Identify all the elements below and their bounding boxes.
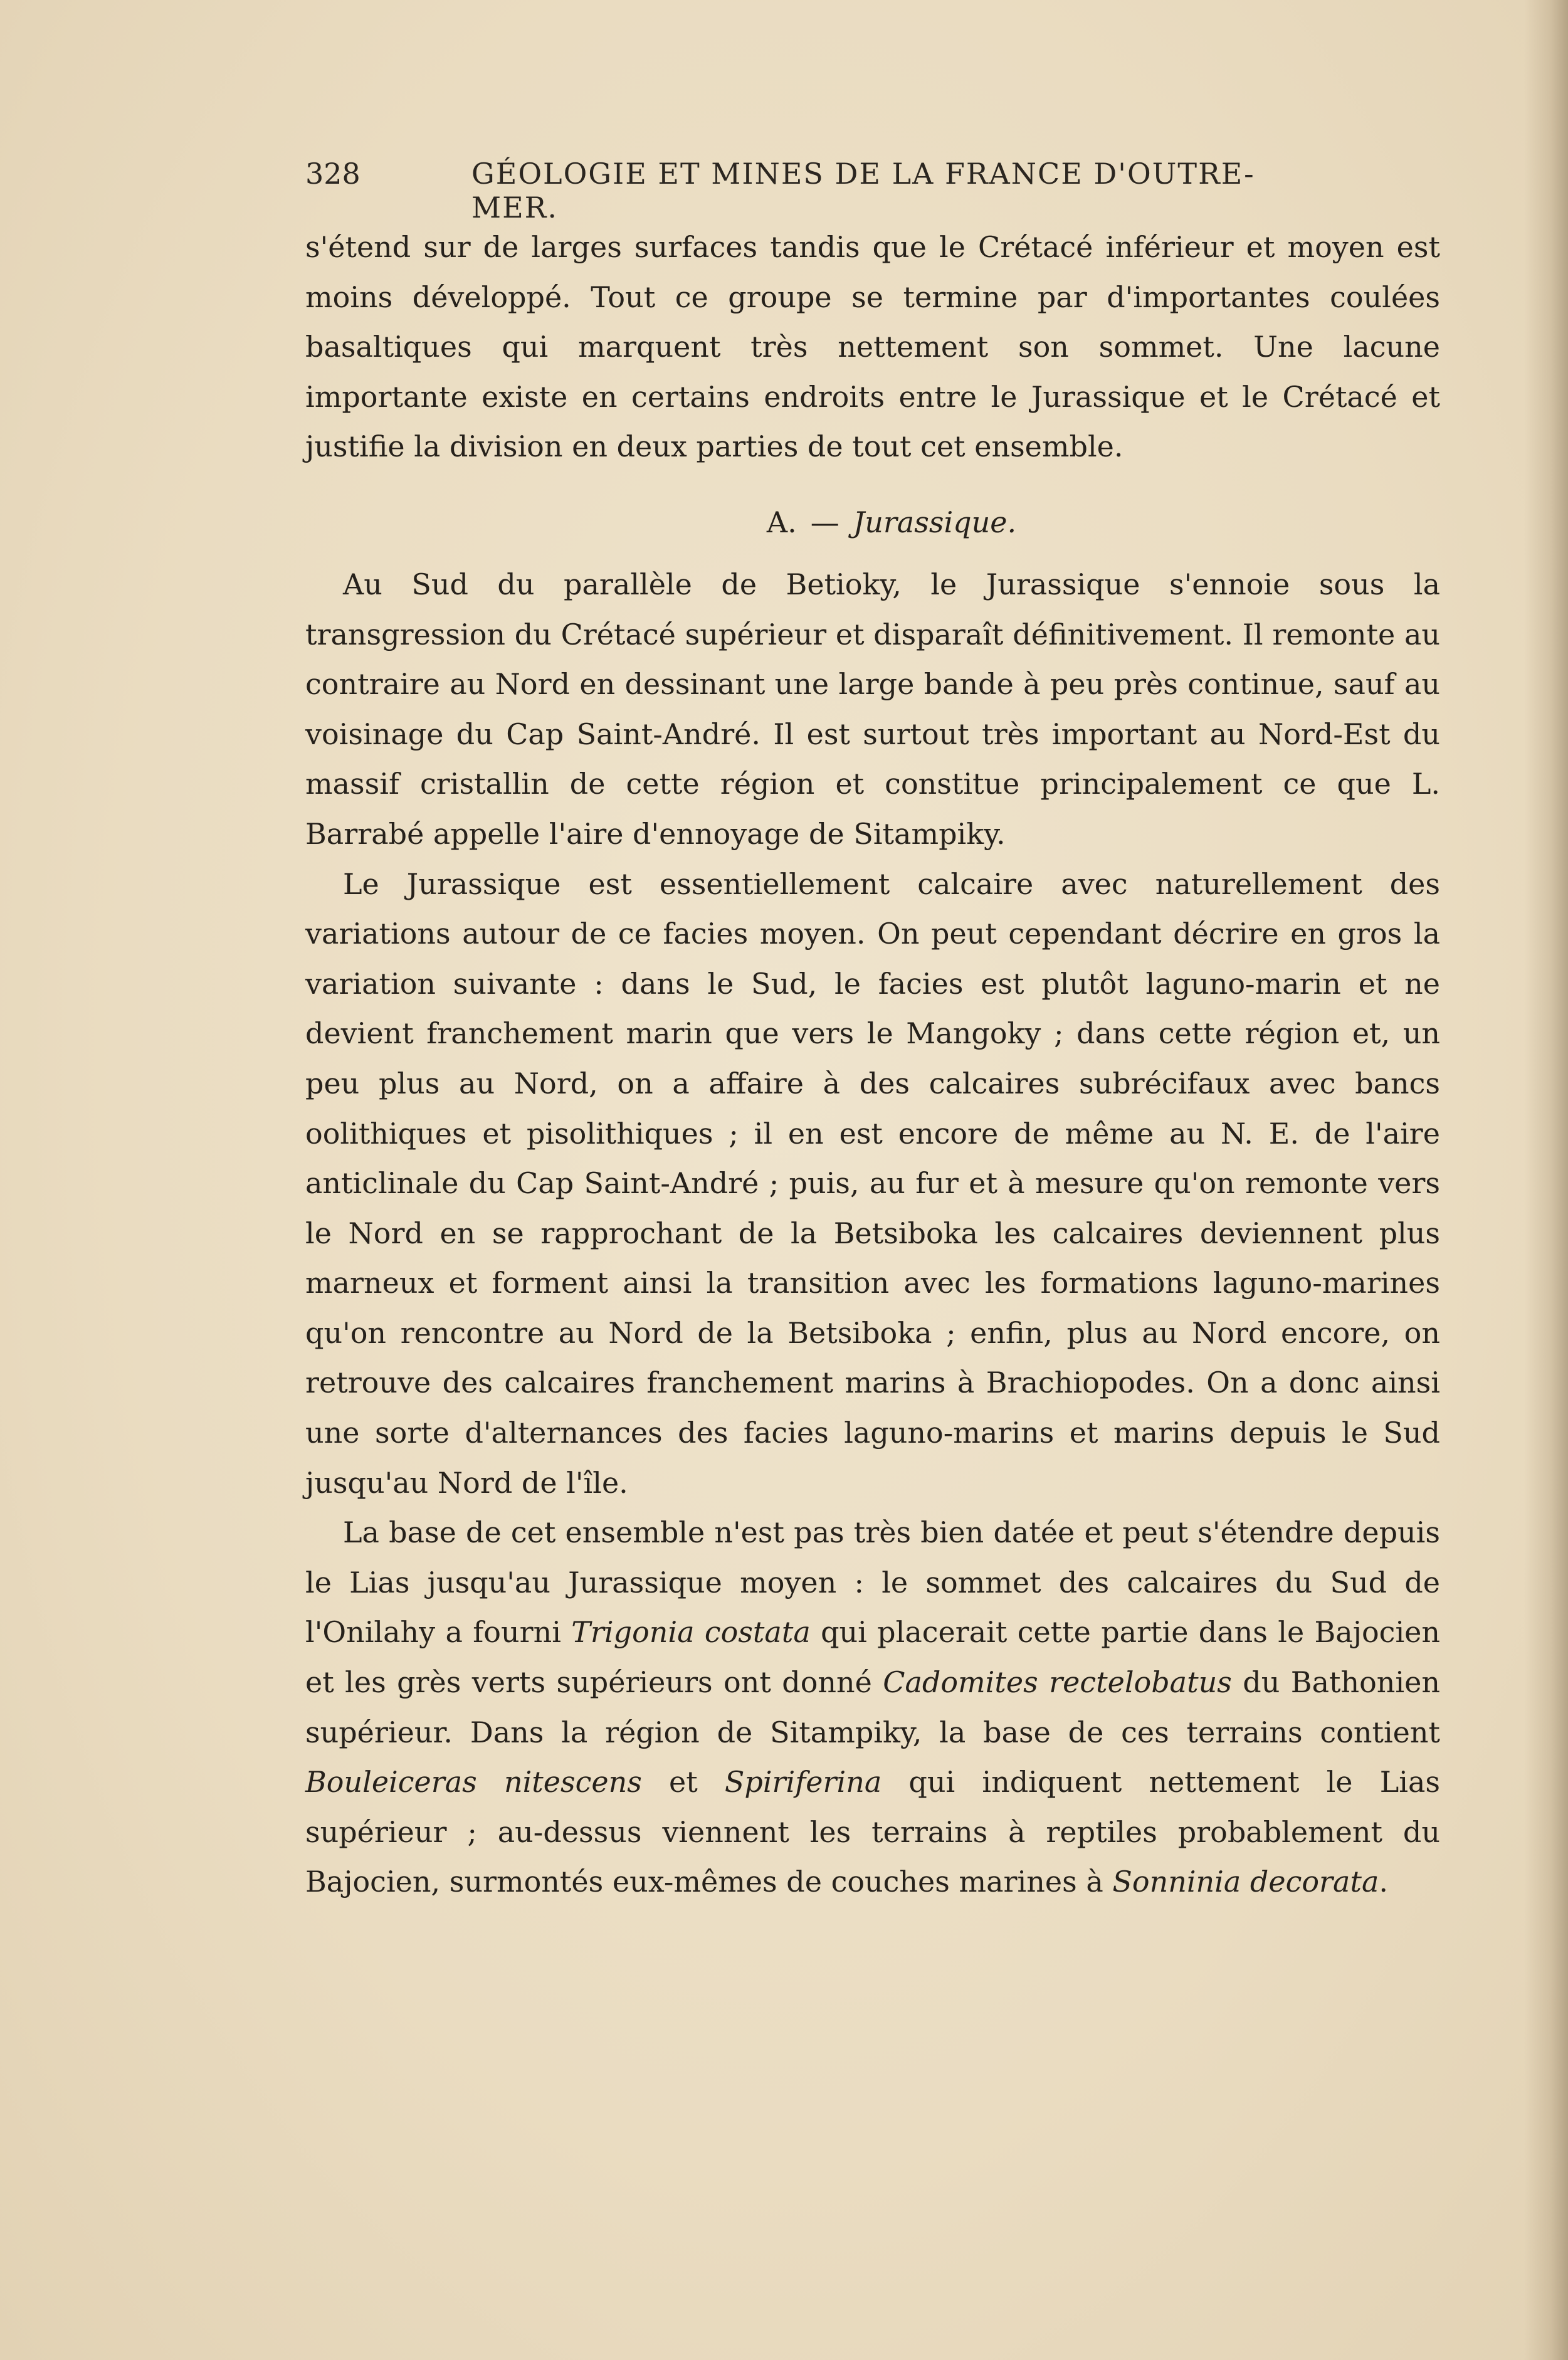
taxon-sonninia-decorata: Sonninia decorata [1112, 1865, 1379, 1899]
page-number: 328 [305, 157, 360, 191]
paragraph-3-text: du Bathonien supérieur. Dans la région de Sitampiky, la base de ces terrains contient [305, 1665, 1440, 1749]
section-letter: A. [766, 505, 797, 539]
paragraph-3-text: et [641, 1765, 725, 1799]
page-edge-shadow [1524, 0, 1568, 2360]
running-title: GÉOLOGIE ET MINES DE LA FRANCE D'OUTRE-MER. [471, 157, 1255, 224]
taxon-trigonia-costata: Trigonia costata [571, 1615, 811, 1650]
taxon-cadomites-rectelobatus: Cadomites rectelobatus [883, 1665, 1232, 1700]
paragraph-2: Le Jurassique est essentiellement calcaire avec naturellement des variations autour de ce facies moyen. On peut cependant décrire en gros la variation suivante : dans le Sud, le facies est plutôt laguno-marin et ne devient franchement marin que vers le Mangoky ; dans cette région et, un peu plus au Nord, on a affaire à des calcaires subrécifaux avec bancs oolithiques et pisolithiques ; il en est encore de même au N. E. de l'aire anticlinale du Cap Saint-André ; puis, au fur et à mesure qu'on remonte vers le Nord en se rapprochant de la Betsiboka les calcaires deviennent plus marneux et forment ainsi la transition avec les formations laguno-marines qu'on rencontre au Nord de la Betsiboka ; enfin, plus au Nord encore, on retrouve des calcaires franchement marins à Brachiopodes. On a donc ainsi une sorte d'alternances des facies laguno-marins et marins depuis le Sud jusqu'au Nord de l'île. [305, 867, 1440, 1500]
page-header [305, 157, 1283, 224]
section-dash: — [810, 505, 839, 539]
paragraph-3-text: qui indiquent nettement le Lias supérieur ; au-dessus viennent les terrains à reptiles probablement du Bajocien, surmontés eux-mêmes de couches marines à [305, 1765, 1440, 1899]
taxon-bouleiceras-nitescens: Bouleiceras nitescens [305, 1765, 642, 1799]
taxon-spiriferina: Spiriferina [724, 1765, 882, 1799]
paragraph-1: Au Sud du parallèle de Betioky, le Jurassique s'ennoie sous la transgression du Crétacé supérieur et disparaît définitivement. Il remonte au contraire au Nord en dessinant une large bande à peu près continue, sauf au voisinage du Cap Saint-André. Il est surtout très important au Nord-Est du massif cristallin de cette région et constitue principalement ce que L. Barrabé appelle l'aire d'ennoyage de Sitampiky. [305, 567, 1440, 851]
paragraph-3 [305, 1508, 1440, 1907]
body-text [305, 223, 1440, 1907]
paragraph-3-text: qui placerait cette partie dans le Bajocien et les grès verts supérieurs ont donné [305, 1615, 1441, 1700]
section-heading [305, 497, 1440, 547]
intro-paragraph: s'étend sur de larges surfaces tandis que le Crétacé inférieur et moyen est moins développé. Tout ce groupe se termine par d'importantes coulées basaltiques qui marquent très nettement son sommet. Une lacune importante existe en certains endroits entre le Jurassique et le Crétacé et justifie la division en deux parties de tout cet ensemble. [305, 230, 1440, 464]
paragraph-3-text: . [1379, 1865, 1389, 1899]
paragraph-3-text: La base de cet ensemble n'est pas très bien datée et peut s'étendre depuis le Lias jusqu'au Jurassique moyen : le sommet des calcaires du Sud de l'Onilahy a fourni [305, 1515, 1440, 1650]
section-title: Jurassique. [853, 505, 1017, 539]
